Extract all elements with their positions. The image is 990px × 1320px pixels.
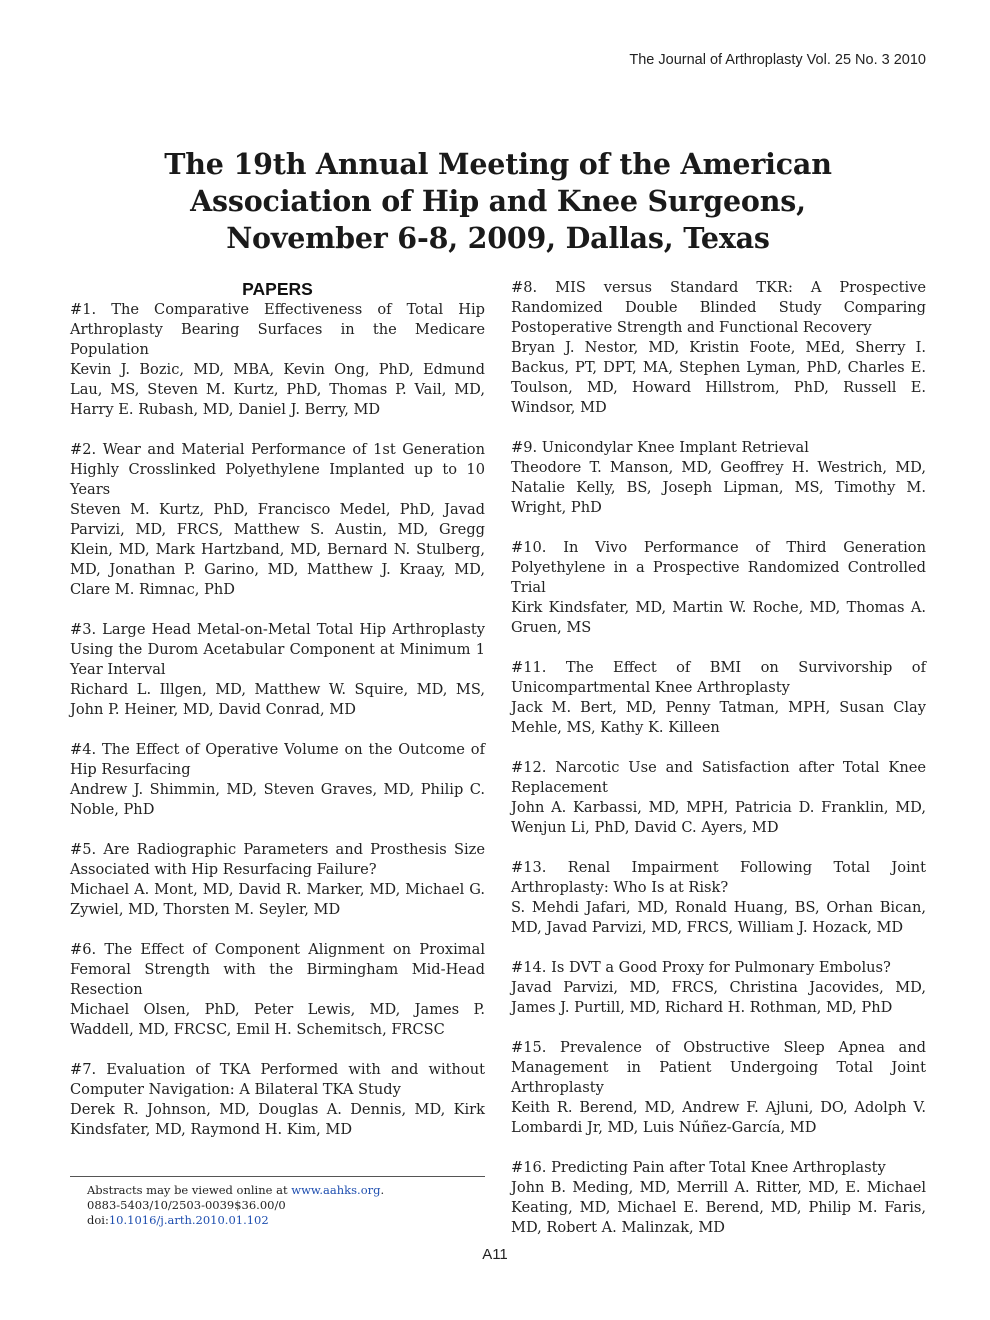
paper-entry bbox=[511, 858, 926, 938]
paper-authors: Theodore T. Manson, MD, Geoffrey H. Westrich, MD, Natalie Kelly, BS, Joseph Lipman, MS, Timothy M. Wright, PhD bbox=[511, 459, 926, 516]
paper-title: #12. Narcotic Use and Satisfaction after Total Knee Replacement bbox=[511, 759, 926, 796]
paper-entry bbox=[70, 440, 485, 600]
paper-authors: Steven M. Kurtz, PhD, Francisco Medel, PhD, Javad Parvizi, MD, FRCS, Matthew S. Austin, MD, Gregg Klein, MD, Mark Hartzband, MD, Bernard N. Stulberg, MD, Jonathan P. Garino, MD, Matthew J. Kraay, MD, Clare M. Rimnac, PhD bbox=[70, 501, 485, 598]
website-link[interactable]: www.aahks.org bbox=[291, 1183, 381, 1197]
footnote-line bbox=[87, 1213, 485, 1228]
paper-title: #8. MIS versus Standard TKR: A Prospective Randomized Double Blinded Study Comparing Postoperative Strength and Functional Recovery bbox=[511, 279, 926, 336]
page-number: A11 bbox=[482, 1246, 508, 1263]
paper-title: #16. Predicting Pain after Total Knee Arthroplasty bbox=[511, 1159, 886, 1176]
paper-title: #1. The Comparative Effectiveness of Total Hip Arthroplasty Bearing Surfaces in the Medicare Population bbox=[70, 301, 485, 358]
running-head: The Journal of Arthroplasty Vol. 25 No. 3 2010 bbox=[629, 52, 926, 68]
paper-entry bbox=[70, 620, 485, 720]
footnote-line: 0883-5403/10/2503-0039$36.00/0 bbox=[87, 1198, 286, 1212]
section-heading: PAPERS bbox=[242, 279, 313, 299]
paper-title: #3. Large Head Metal-on-Metal Total Hip Arthroplasty Using the Durom Acetabular Component at Minimum 1 Year Interval bbox=[70, 621, 485, 678]
title-line: The 19th Annual Meeting of the American bbox=[164, 147, 832, 181]
paper-title: #7. Evaluation of TKA Performed with and without Computer Navigation: A Bilateral TKA Study bbox=[70, 1061, 485, 1098]
paper-title: #9. Unicondylar Knee Implant Retrieval bbox=[511, 439, 809, 456]
paper-entry bbox=[70, 840, 485, 920]
paper-entry bbox=[511, 758, 926, 838]
paper-title: #4. The Effect of Operative Volume on the Outcome of Hip Resurfacing bbox=[70, 741, 485, 778]
footnote-text: Abstracts may be viewed online at bbox=[87, 1183, 292, 1197]
paper-title: #15. Prevalence of Obstructive Sleep Apnea and Management in Patient Undergoing Total Joint Arthroplasty bbox=[511, 1039, 926, 1096]
paper-authors: Kirk Kindsfater, MD, Martin W. Roche, MD, Thomas A. Gruen, MS bbox=[511, 599, 926, 636]
right-column bbox=[511, 278, 926, 1258]
paper-entry bbox=[511, 958, 926, 1018]
footnote-line bbox=[87, 1183, 485, 1198]
paper-entry bbox=[70, 300, 485, 420]
paper-entry bbox=[511, 1038, 926, 1138]
paper-title: #11. The Effect of BMI on Survivorship of Unicompartmental Knee Arthroplasty bbox=[511, 659, 926, 696]
paper-authors: Jack M. Bert, MD, Penny Tatman, MPH, Susan Clay Mehle, MS, Kathy K. Killeen bbox=[511, 699, 926, 736]
paper-authors: John B. Meding, MD, Merrill A. Ritter, MD, E. Michael Keating, MD, Michael E. Berend, MD, Philip M. Faris, MD, Robert A. Malinzak, MD bbox=[511, 1179, 926, 1236]
paper-authors: Derek R. Johnson, MD, Douglas A. Dennis, MD, Kirk Kindsfater, MD, Raymond H. Kim, MD bbox=[70, 1101, 485, 1138]
paper-authors: Bryan J. Nestor, MD, Kristin Foote, MEd, Sherry I. Backus, PT, DPT, MA, Stephen Lyman, PhD, Charles E. Toulson, MD, Howard Hillstrom, PhD, Russell E. Windsor, MD bbox=[511, 339, 926, 416]
paper-authors: Michael Olsen, PhD, Peter Lewis, MD, James P. Waddell, MD, FRCSC, Emil H. Schemitsch, FRCSC bbox=[70, 1001, 485, 1038]
footnote bbox=[70, 1176, 485, 1228]
footnote-text: . bbox=[380, 1183, 385, 1197]
paper-entry bbox=[511, 538, 926, 638]
doi-link[interactable]: 10.1016/j.arth.2010.01.102 bbox=[108, 1213, 269, 1227]
paper-title: #13. Renal Impairment Following Total Joint Arthroplasty: Who Is at Risk? bbox=[511, 859, 926, 896]
paper-authors: S. Mehdi Jafari, MD, Ronald Huang, BS, Orhan Bican, MD, Javad Parvizi, MD, FRCS, William J. Hozack, MD bbox=[511, 899, 926, 936]
paper-authors: John A. Karbassi, MD, MPH, Patricia D. Franklin, MD, Wenjun Li, PhD, David C. Ayers, MD bbox=[511, 799, 926, 836]
left-column bbox=[70, 278, 485, 1160]
paper-authors: Javad Parvizi, MD, FRCS, Christina Jacovides, MD, James J. Purtill, MD, Richard H. Rothman, MD, PhD bbox=[511, 979, 926, 1016]
paper-title: #14. Is DVT a Good Proxy for Pulmonary Embolus? bbox=[511, 959, 891, 976]
paper-entry bbox=[511, 658, 926, 738]
paper-entry bbox=[70, 1060, 485, 1140]
title-line: Association of Hip and Knee Surgeons, bbox=[190, 184, 806, 218]
paper-authors: Kevin J. Bozic, MD, MBA, Kevin Ong, PhD, Edmund Lau, MS, Steven M. Kurtz, PhD, Thomas P. Vail, MD, Harry E. Rubash, MD, Daniel J. Berry, MD bbox=[70, 361, 485, 418]
paper-title: #5. Are Radiographic Parameters and Prosthesis Size Associated with Hip Resurfacing Failure? bbox=[70, 841, 485, 878]
paper-entry bbox=[511, 438, 926, 518]
paper-title: #10. In Vivo Performance of Third Generation Polyethylene in a Prospective Randomized Controlled Trial bbox=[511, 539, 926, 596]
paper-title: #6. The Effect of Component Alignment on Proximal Femoral Strength with the Birmingham Mid-Head Resection bbox=[70, 941, 485, 998]
paper-authors: Michael A. Mont, MD, David R. Marker, MD, Michael G. Zywiel, MD, Thorsten M. Seyler, MD bbox=[70, 881, 485, 918]
paper-entry bbox=[511, 278, 926, 418]
paper-authors: Keith R. Berend, MD, Andrew F. Ajluni, DO, Adolph V. Lombardi Jr, MD, Luis Núñez-García, MD bbox=[511, 1099, 926, 1136]
paper-entry bbox=[70, 940, 485, 1040]
paper-title: #2. Wear and Material Performance of 1st Generation Highly Crosslinked Polyethylene Implanted up to 10 Years bbox=[70, 441, 485, 498]
footnote-text: doi: bbox=[87, 1213, 109, 1227]
article-title bbox=[100, 146, 896, 257]
paper-entry bbox=[70, 740, 485, 820]
paper-entry bbox=[511, 1158, 926, 1238]
paper-authors: Richard L. Illgen, MD, Matthew W. Squire, MD, MS, John P. Heiner, MD, David Conrad, MD bbox=[70, 681, 485, 718]
title-line: November 6-8, 2009, Dallas, Texas bbox=[226, 221, 770, 255]
paper-authors: Andrew J. Shimmin, MD, Steven Graves, MD, Philip C. Noble, PhD bbox=[70, 781, 485, 818]
